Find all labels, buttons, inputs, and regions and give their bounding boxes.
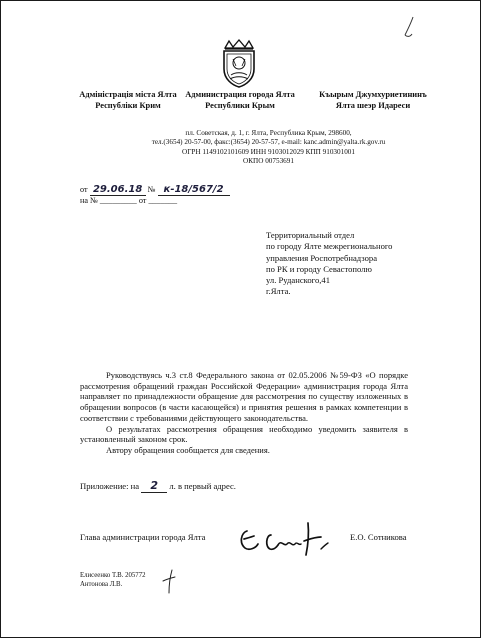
letter-body [80,370,408,456]
org-name-russian-line-2: Республики Крым [205,100,275,110]
handwritten-date: 29.06.18 [92,184,143,195]
org-name-russian [182,90,298,111]
number-label: № [147,185,156,194]
signatory-name: Е.О. Сотникова [350,532,407,542]
recipient-line: Территориальный отдел [266,230,355,240]
recipient-line: по РК и городу Севастополю [266,263,372,274]
handwritten-corner-mark [399,15,419,41]
recipient-line: по городу Ялте межрегионального [266,241,393,252]
outgoing-reference [80,184,230,196]
executor-initials-mark [158,567,182,597]
attachment-suffix: л. в первый адрес. [169,481,236,491]
phone-email-line: тел.(3654) 20-57-00, факс:(3654) 20-57-57, e-mail: kanc.admin@yalta.rk.gov.ru [151,138,386,147]
handwritten-page-count: 2 [150,479,159,492]
handwritten-signature [235,517,335,559]
recipient-block [266,230,392,298]
registration-codes-line: ОГРН 1149102101609 ИНН 9103012029 КПП 910301001 [182,147,355,156]
coat-of-arms-icon [216,39,262,89]
response-number-blank: _________ [99,196,137,205]
executors-block [80,571,146,589]
org-name-ukrainian-line-1: Адміністрація міста Ялта [79,90,177,99]
recipient-line: управления Роспотребнадзора [266,252,378,263]
date-label: от [80,185,88,194]
number-field [158,184,230,196]
date-field [90,184,146,196]
executor-line: Антонова Л.В. [80,581,123,588]
response-date-blank: _______ [148,196,178,205]
handwritten-number: к-18/567/2 [163,184,224,195]
response-date-label: от [138,196,147,205]
recipient-line: г.Ялта. [266,286,291,297]
recipient-line: ул. Руданского,41 [266,275,331,286]
incoming-reference [80,196,177,205]
org-name-ukrainian [69,90,187,111]
signatory-position: Глава администрации города Ялта [80,532,206,542]
org-name-ukrainian-line-2: Республіки Крим [95,100,161,110]
body-paragraph-3: Автору обращения сообщается для сведения. [106,444,270,455]
attachment-pages-field [141,479,167,493]
org-name-russian-line-1: Администрация города Ялта [185,90,295,99]
org-name-crimean-tatar-line-1: Къырым Джумхуриетининъ [319,90,427,99]
body-paragraph-1: Руководствуясь ч.3 ст.8 Федерального закона от 02.05.2006 №59-ФЗ «О порядке рассмотрения обращений граждан Российской Федерации» администрация города Ялта направляет по принадлежности обращение для рассмотрения по существу изложенных в обращении вопросов (в части касающейся) и принятия решения в рамках компетенции в соответствии с требованиями действующего законодательства. [80,370,408,423]
attachment-prefix: Приложение: на [80,481,140,491]
org-name-crimean-tatar-line-2: Ялта шеэр Идареси [335,100,411,110]
response-number-label: на № [80,196,98,205]
org-name-crimean-tatar [303,90,443,111]
address-line: пл. Советская, д. 1, г. Ялта, Республика Крым, 298600, [185,129,352,137]
contact-block [101,129,436,167]
executor-line: Елисеенко Т.В. 205772 [80,572,146,579]
body-paragraph-2: О результатах рассмотрения обращения необходимо уведомить заявителя в установленный законом срок. [80,423,408,445]
attachment-line [80,479,236,493]
okpo-line: ОКПО 00753691 [243,157,294,166]
